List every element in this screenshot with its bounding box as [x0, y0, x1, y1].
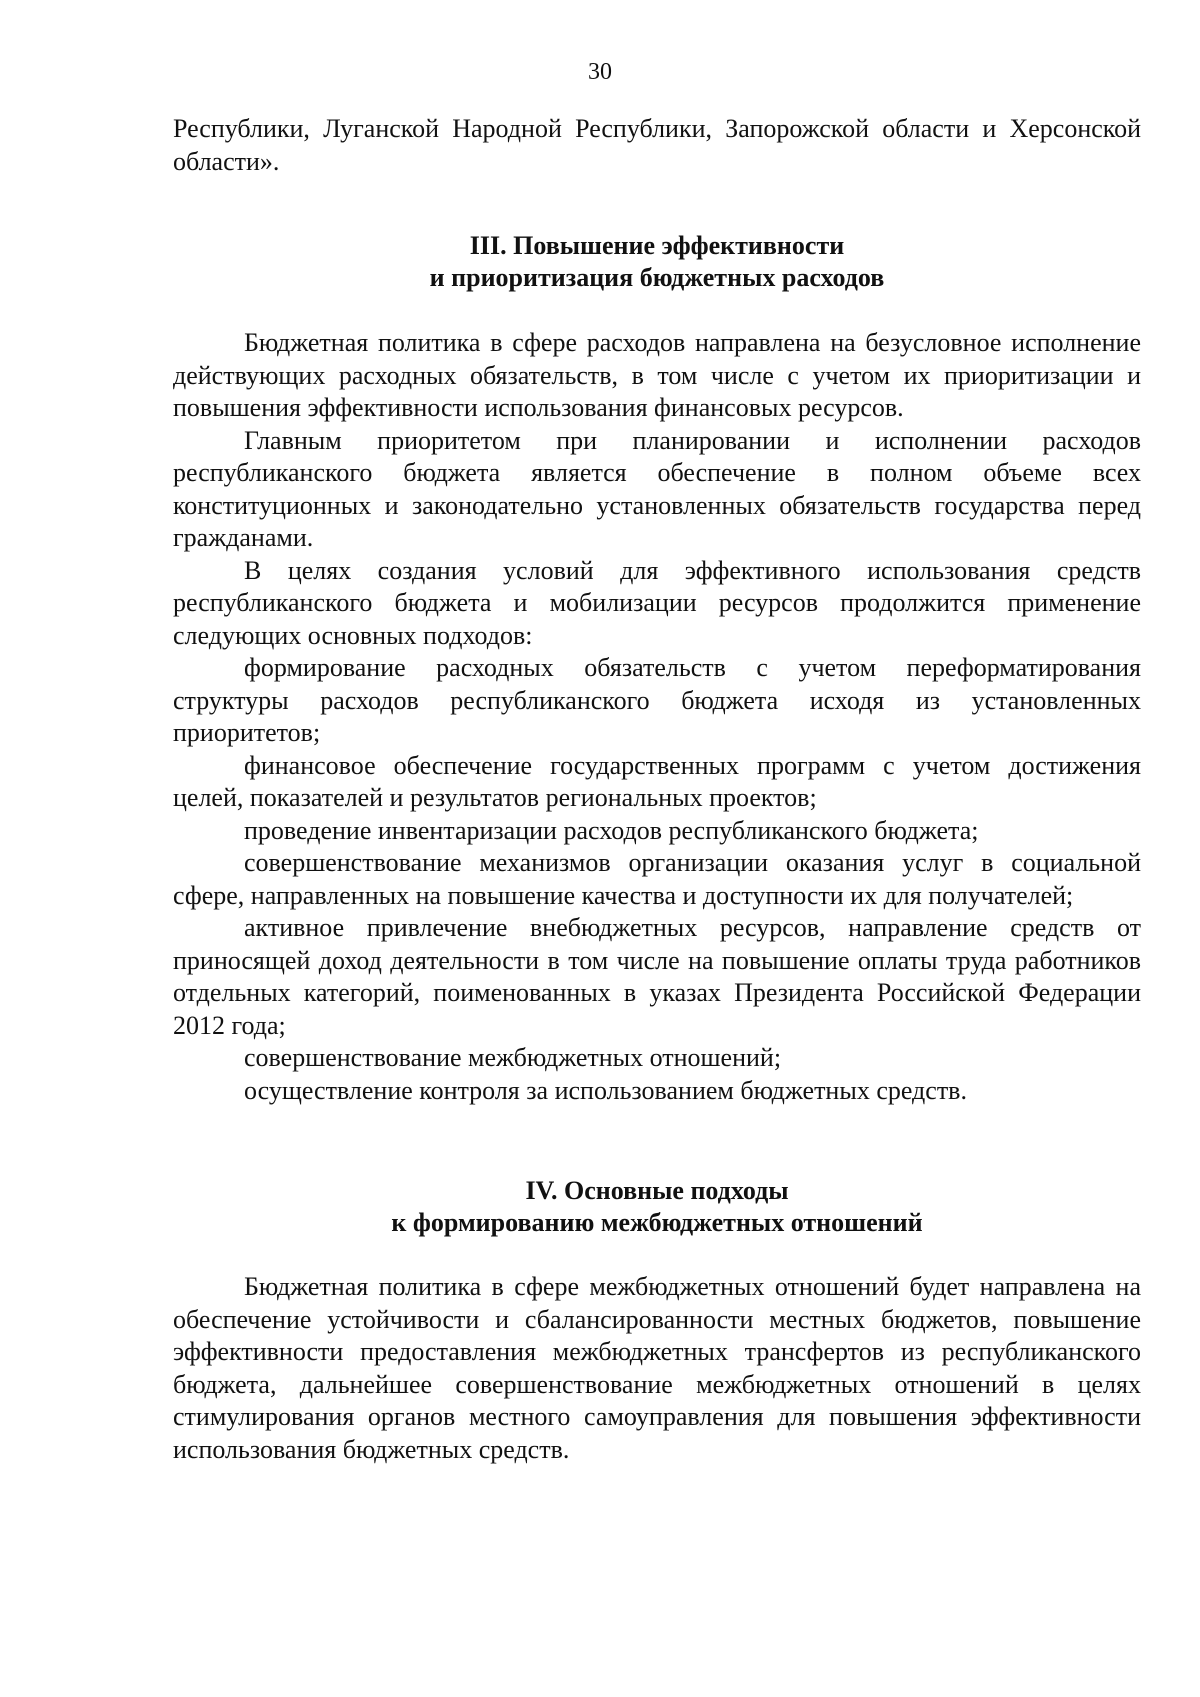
- section-4-heading: [173, 1175, 1141, 1239]
- spacer: [173, 1239, 1141, 1271]
- section-4-title-line-2: к формированию межбюджетных отношений: [391, 1208, 923, 1237]
- body-paragraph: Бюджетная политика в сфере межбюджетных отношений будет направлена на обеспечение устойчивости и сбалансированности местных бюджетов, повышение эффективности предоставления межбюджетных трансфертов из республиканского бюджета, дальнейшее совершенствование межбюджетных отношений в целях стимулирования органов местного самоуправления для повышения эффективности использования бюджетных средств.: [173, 1272, 1141, 1464]
- list-item: совершенствование межбюджетных отношений;: [244, 1043, 782, 1072]
- section-4-title-line-1: IV. Основные подходы: [525, 1176, 789, 1205]
- spacer: [173, 294, 1141, 327]
- list-item: проведение инвентаризации расходов республиканского бюджета;: [244, 815, 979, 845]
- section-4-body: [173, 1271, 1141, 1466]
- continuation-paragraph: Республики, Луганской Народной Республики, Запорожской области и Херсонской области».: [173, 114, 1141, 176]
- section-3-title-line-1: III. Повышение эффективности: [469, 231, 845, 260]
- section-3-body: [173, 327, 1141, 1107]
- list-item: формирование расходных обязательств с учетом переформатирования структуры расходов республиканского бюджета исходя из установленных приоритетов;: [173, 653, 1141, 747]
- spacer: [173, 1107, 1141, 1175]
- section-3-heading: [173, 230, 1141, 294]
- section-3-title-line-2: и приоритизация бюджетных расходов: [429, 263, 885, 292]
- spacer: [173, 178, 1141, 230]
- body-paragraph: В целях создания условий для эффективного использования средств республиканского бюджета и мобилизации ресурсов продолжится применение следующих основных подходов:: [173, 555, 1141, 650]
- list-item: активное привлечение внебюджетных ресурсов, направление средств от приносящей доход деятельности в том числе на повышение оплаты труда работников отдельных категорий, поименованных в указах Президента Российской Федерации 2012 года;: [173, 913, 1141, 1040]
- body-paragraph: Бюджетная политика в сфере расходов направлена на безусловное исполнение действующих расходных обязательств, в том числе с учетом их приоритизации и повышения эффективности использования финансовых ресурсов.: [173, 328, 1141, 422]
- list-item: финансовое обеспечение государственных программ с учетом достижения целей, показателей и результатов региональных проектов;: [173, 750, 1141, 812]
- list-item: осуществление контроля за использованием бюджетных средств.: [244, 1075, 967, 1105]
- page-content: [173, 113, 1141, 1466]
- body-paragraph: Главным приоритетом при планировании и исполнении расходов республиканского бюджета является обеспечение в полном объеме всех конституционных и законодательно установленных обязательств государства перед гражданами.: [173, 425, 1141, 552]
- page-number: 30: [588, 59, 612, 85]
- list-item: совершенствование механизмов организации оказания услуг в социальной сфере, направленных на повышение качества и доступности их для получателей;: [173, 848, 1141, 910]
